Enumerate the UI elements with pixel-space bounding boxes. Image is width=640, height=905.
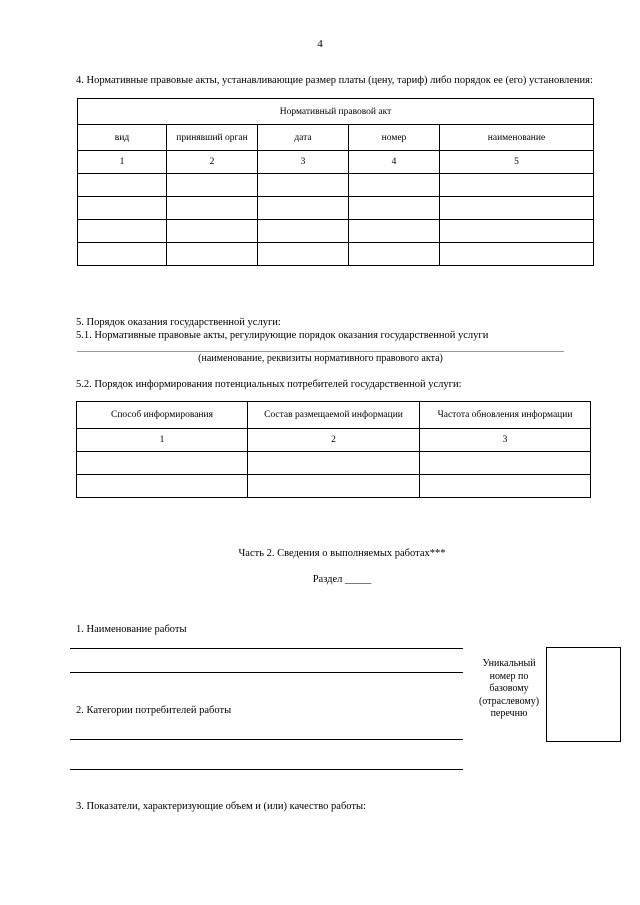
column-header: Состав размещаемой информации xyxy=(248,402,420,429)
unique-number-label: Уникальный номер по базовому (отраслевому) перечню xyxy=(478,658,540,719)
table-cell[interactable] xyxy=(78,243,167,266)
column-number: 1 xyxy=(78,151,167,174)
column-number: 1 xyxy=(77,429,248,452)
table-cell[interactable] xyxy=(77,452,248,475)
work-name-line[interactable] xyxy=(70,648,463,649)
table-cell[interactable] xyxy=(248,452,420,475)
table-row xyxy=(78,220,594,243)
section-number: Раздел _____ xyxy=(312,574,372,585)
table-cell[interactable] xyxy=(258,243,349,266)
consumers-line[interactable] xyxy=(70,769,463,770)
table-cell[interactable] xyxy=(420,475,591,498)
legal-act-group-header: Нормативный правовой акт xyxy=(78,99,594,125)
table-cell[interactable] xyxy=(440,243,594,266)
table-cell[interactable] xyxy=(78,220,167,243)
consumers-line[interactable] xyxy=(70,739,463,740)
column-number: 2 xyxy=(167,151,258,174)
table-row xyxy=(78,174,594,197)
legal-act-blank-line[interactable] xyxy=(77,351,564,352)
table-cell[interactable] xyxy=(78,197,167,220)
column-number: 4 xyxy=(349,151,440,174)
part2-title: Часть 2. Сведения о выполняемых работах*** xyxy=(238,548,446,559)
table-cell[interactable] xyxy=(167,197,258,220)
column-header: номер xyxy=(349,125,440,151)
legal-act-caption: (наименование, реквизиты нормативного правового акта) xyxy=(198,353,443,364)
column-number: 3 xyxy=(258,151,349,174)
column-header: принявший орган xyxy=(167,125,258,151)
table-cell[interactable] xyxy=(440,220,594,243)
column-header: вид xyxy=(78,125,167,151)
column-header: дата xyxy=(258,125,349,151)
table-cell[interactable] xyxy=(258,197,349,220)
column-header: Частота обновления информации xyxy=(420,402,591,429)
column-number: 5 xyxy=(440,151,594,174)
information-table xyxy=(76,401,591,498)
table-cell[interactable] xyxy=(77,475,248,498)
column-header: наименование xyxy=(440,125,594,151)
table-row xyxy=(78,197,594,220)
table-row xyxy=(77,452,591,475)
table-cell[interactable] xyxy=(349,220,440,243)
unique-number-box[interactable] xyxy=(546,647,621,742)
work-consumers-label: 2. Категории потребителей работы xyxy=(76,705,232,716)
table-cell[interactable] xyxy=(440,174,594,197)
table-cell[interactable] xyxy=(167,243,258,266)
section5-heading: 5. Порядок оказания государственной услуги: xyxy=(76,317,281,328)
section5-2-heading: 5.2. Порядок информирования потенциальных потребителей государственной услуги: xyxy=(76,379,462,390)
table-row xyxy=(77,475,591,498)
legal-acts-table xyxy=(77,98,594,266)
table-cell[interactable] xyxy=(258,174,349,197)
page-number: 4 xyxy=(317,38,323,50)
section4-heading: 4. Нормативные правовые акты, устанавливающие размер платы (цену, тариф) либо порядок ее (его) установления: xyxy=(76,75,593,86)
table-cell[interactable] xyxy=(349,197,440,220)
work-name-label: 1. Наименование работы xyxy=(76,624,187,635)
work-indicators-heading: 3. Показатели, характеризующие объем и (или) качество работы: xyxy=(76,801,366,812)
table-cell[interactable] xyxy=(258,220,349,243)
table-row xyxy=(78,243,594,266)
table-cell[interactable] xyxy=(167,220,258,243)
table-cell[interactable] xyxy=(349,243,440,266)
column-number: 2 xyxy=(248,429,420,452)
work-name-line[interactable] xyxy=(70,672,463,673)
section5-1-heading: 5.1. Нормативные правовые акты, регулирующие порядок оказания государственной услуги xyxy=(76,330,489,341)
table-cell[interactable] xyxy=(248,475,420,498)
table-cell[interactable] xyxy=(349,174,440,197)
table-cell[interactable] xyxy=(167,174,258,197)
column-number: 3 xyxy=(420,429,591,452)
table-cell[interactable] xyxy=(78,174,167,197)
table-cell[interactable] xyxy=(420,452,591,475)
column-header: Способ информирования xyxy=(77,402,248,429)
table-cell[interactable] xyxy=(440,197,594,220)
